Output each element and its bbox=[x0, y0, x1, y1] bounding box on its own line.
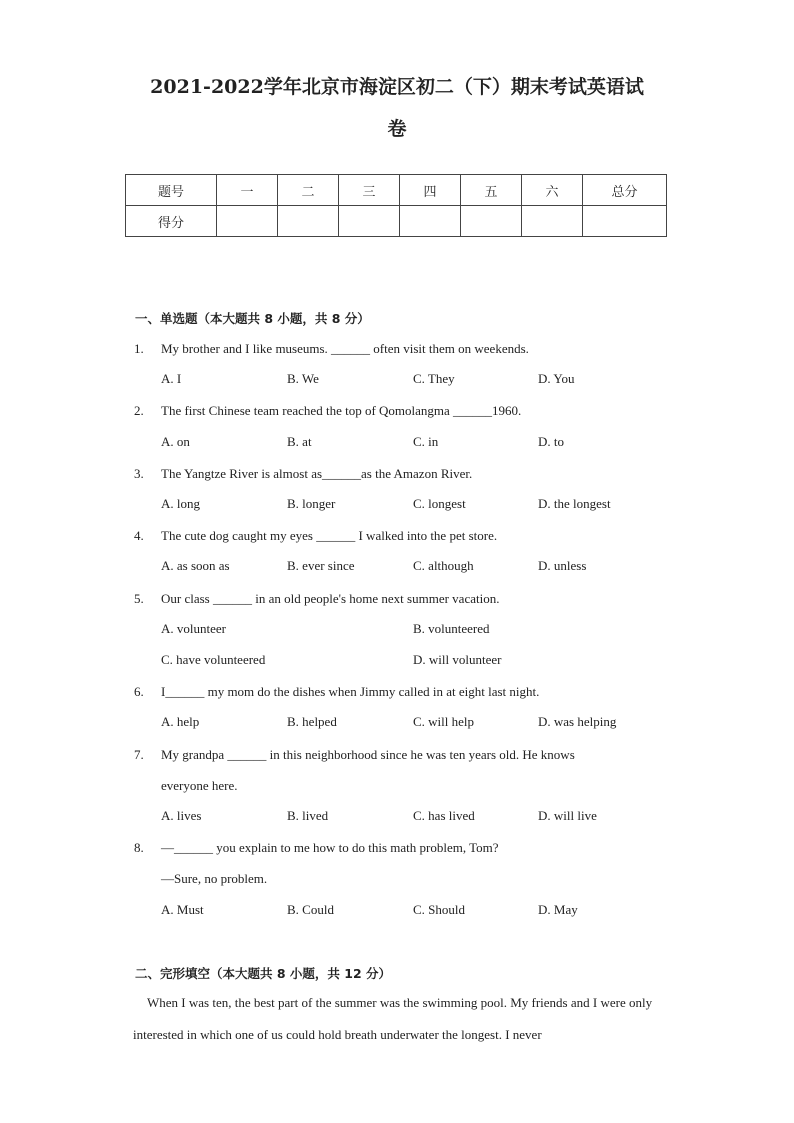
option-a[interactable]: A. as soon as bbox=[161, 558, 230, 573]
title-line-1: 2021-2022学年北京市海淀区初二（下）期末考试英语试 bbox=[150, 76, 644, 98]
page-title bbox=[110, 66, 684, 150]
option-c[interactable]: C. in bbox=[413, 434, 439, 449]
question-number: 8. bbox=[134, 840, 144, 855]
score-entry-5[interactable] bbox=[461, 206, 522, 237]
question-number: 4. bbox=[134, 528, 144, 543]
option-d[interactable]: D. You bbox=[538, 371, 575, 386]
score-cell-1: 一 bbox=[217, 175, 278, 206]
option-c[interactable]: C. They bbox=[413, 371, 455, 386]
question-number: 1. bbox=[134, 341, 144, 356]
question-text: My brother and I like museums. ______ often visit them on weekends. bbox=[161, 341, 529, 356]
question-number: 7. bbox=[134, 747, 144, 762]
option-a[interactable]: A. I bbox=[161, 371, 182, 386]
option-d[interactable]: D. will volunteer bbox=[413, 652, 502, 667]
score-entry-1[interactable] bbox=[217, 206, 278, 237]
option-a[interactable]: A. on bbox=[161, 434, 190, 449]
option-a[interactable]: A. help bbox=[161, 714, 200, 729]
option-a[interactable]: A. Must bbox=[161, 902, 204, 917]
score-cell-2: 二 bbox=[278, 175, 339, 206]
option-c[interactable]: C. although bbox=[413, 558, 474, 573]
question-number: 5. bbox=[134, 591, 144, 606]
score-cell-total: 总分 bbox=[583, 175, 667, 206]
score-entry-4[interactable] bbox=[400, 206, 461, 237]
option-b[interactable]: B. helped bbox=[287, 714, 337, 729]
option-b[interactable]: B. at bbox=[287, 434, 312, 449]
question-text: —______ you explain to me how to do this math problem, Tom? bbox=[161, 840, 499, 855]
question-number: 2. bbox=[134, 403, 144, 418]
score-entry-2[interactable] bbox=[278, 206, 339, 237]
score-cell-3: 三 bbox=[339, 175, 400, 206]
question-number: 3. bbox=[134, 466, 144, 481]
option-a[interactable]: A. volunteer bbox=[161, 621, 226, 636]
score-cell-5: 五 bbox=[461, 175, 522, 206]
option-d[interactable]: D. May bbox=[538, 902, 578, 917]
section-1-heading: 一、单选题（本大题共 8 小题，共 8 分） bbox=[135, 311, 370, 326]
option-c[interactable]: C. will help bbox=[413, 714, 475, 729]
score-row-label: 得分 bbox=[126, 206, 217, 237]
option-d[interactable]: D. unless bbox=[538, 558, 587, 573]
question-text: My grandpa ______ in this neighborhood since he was ten years old. He knows bbox=[161, 747, 575, 762]
option-c[interactable]: C. Should bbox=[413, 902, 466, 917]
option-c[interactable]: C. have volunteered bbox=[161, 652, 266, 667]
option-b[interactable]: B. Could bbox=[287, 902, 334, 917]
question-text-line-2: —Sure, no problem. bbox=[161, 871, 268, 886]
cloze-passage: When I was ten, the best part of the summer was the swimming pool. My friends and I were only interested in which one of us could hold breath underwater the longest. I never bbox=[133, 995, 653, 1042]
question-text: I______ my mom do the dishes when Jimmy called in at eight last night. bbox=[161, 684, 540, 699]
option-d[interactable]: D. to bbox=[538, 434, 564, 449]
score-cell-4: 四 bbox=[400, 175, 461, 206]
option-a[interactable]: A. long bbox=[161, 496, 200, 511]
question-text: The Yangtze River is almost as______as the Amazon River. bbox=[161, 466, 473, 481]
option-b[interactable]: B. ever since bbox=[287, 558, 355, 573]
option-d[interactable]: D. was helping bbox=[538, 714, 617, 729]
score-entry-3[interactable] bbox=[339, 206, 400, 237]
option-d[interactable]: D. will live bbox=[538, 808, 597, 823]
option-b[interactable]: B. volunteered bbox=[413, 621, 490, 636]
section-2-heading: 二、完形填空（本大题共 8 小题，共 12 分） bbox=[135, 966, 392, 981]
score-cell-label: 题号 bbox=[126, 175, 217, 206]
option-d[interactable]: D. the longest bbox=[538, 496, 611, 511]
score-entry-6[interactable] bbox=[522, 206, 583, 237]
option-a[interactable]: A. lives bbox=[161, 808, 202, 823]
option-c[interactable]: C. longest bbox=[413, 496, 466, 511]
score-cell-6: 六 bbox=[522, 175, 583, 206]
question-text-line-2: everyone here. bbox=[161, 778, 238, 793]
option-b[interactable]: B. lived bbox=[287, 808, 329, 823]
question-text: Our class ______ in an old people's home next summer vacation. bbox=[161, 591, 500, 606]
score-table-score-row bbox=[126, 206, 667, 237]
option-b[interactable]: B. longer bbox=[287, 496, 336, 511]
question-text: The cute dog caught my eyes ______ I walked into the pet store. bbox=[161, 528, 498, 543]
score-table-header-row bbox=[126, 175, 667, 206]
score-table bbox=[125, 174, 667, 237]
option-b[interactable]: B. We bbox=[287, 371, 319, 386]
option-c[interactable]: C. has lived bbox=[413, 808, 475, 823]
question-number: 6. bbox=[134, 684, 144, 699]
score-entry-total[interactable] bbox=[583, 206, 667, 237]
question-text: The first Chinese team reached the top of Qomolangma ______1960. bbox=[161, 403, 522, 418]
title-line-2: 卷 bbox=[387, 118, 407, 140]
